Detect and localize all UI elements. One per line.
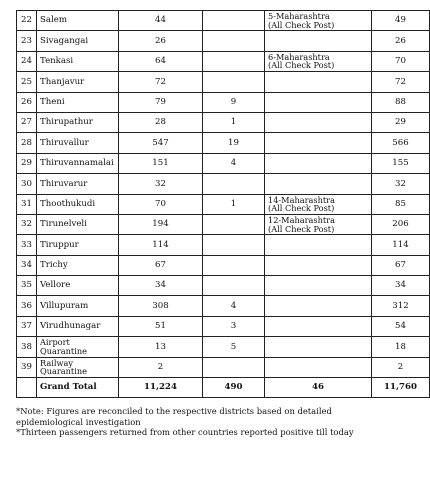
grand-total-returnees: 46: [265, 378, 372, 398]
row-sno: 31: [17, 194, 37, 214]
row-sno: 35: [17, 276, 37, 296]
row-contact-cases: 4: [203, 153, 265, 173]
row-district: Thiruvallur: [37, 133, 119, 153]
row-contact-cases: 9: [203, 92, 265, 112]
table-row: [17, 357, 430, 377]
row-district: Airport Quarantine: [37, 337, 119, 357]
row-total: 29: [372, 112, 430, 132]
grand-total-label: Grand Total: [37, 378, 119, 398]
grand-total-sno-cell: [17, 378, 37, 398]
row-returnees: [265, 92, 372, 112]
row-returnees: 14-Maharashtra (All Check Post): [265, 194, 372, 214]
row-district: Theni: [37, 92, 119, 112]
row-sno: 37: [17, 316, 37, 336]
footnotes: [16, 406, 394, 438]
row-local-cases: 114: [119, 235, 203, 255]
row-contact-cases: 5: [203, 337, 265, 357]
row-returnees: [265, 296, 372, 316]
row-total: 67: [372, 255, 430, 275]
row-local-cases: 67: [119, 255, 203, 275]
table-row: [17, 194, 430, 214]
row-district: Sivagangai: [37, 31, 119, 51]
row-local-cases: 28: [119, 112, 203, 132]
row-district: Thirupathur: [37, 112, 119, 132]
row-sno: 29: [17, 153, 37, 173]
row-local-cases: 51: [119, 316, 203, 336]
row-total: 70: [372, 51, 430, 71]
row-district: Thanjavur: [37, 72, 119, 92]
table-row: [17, 153, 430, 173]
table-row: [17, 235, 430, 255]
row-sno: 34: [17, 255, 37, 275]
row-returnees: [265, 276, 372, 296]
row-district: Tirunelveli: [37, 214, 119, 234]
row-total: 34: [372, 276, 430, 296]
row-district: Tenkasi: [37, 51, 119, 71]
row-contact-cases: 19: [203, 133, 265, 153]
table-row: [17, 11, 430, 31]
row-returnees: [265, 337, 372, 357]
row-sno: 25: [17, 72, 37, 92]
row-returnees: 6-Maharashtra (All Check Post): [265, 51, 372, 71]
table-row: [17, 31, 430, 51]
row-local-cases: 64: [119, 51, 203, 71]
row-district: Thoothukudi: [37, 194, 119, 214]
district-cases-table: [16, 10, 430, 398]
row-contact-cases: 4: [203, 296, 265, 316]
row-local-cases: 194: [119, 214, 203, 234]
footnote-reconciled: *Note: Figures are reconciled to the respective districts based on detailed epidemiological investigation: [16, 406, 332, 427]
row-sno: 27: [17, 112, 37, 132]
row-contact-cases: [203, 214, 265, 234]
table-row: [17, 276, 430, 296]
row-total: 155: [372, 153, 430, 173]
row-district: Railway Quarantine: [37, 357, 119, 377]
table-row: [17, 174, 430, 194]
row-returnees: [265, 72, 372, 92]
row-district: Vellore: [37, 276, 119, 296]
row-total: 32: [372, 174, 430, 194]
grand-total-row: [17, 378, 430, 398]
row-total: 72: [372, 72, 430, 92]
row-contact-cases: [203, 31, 265, 51]
row-total: 18: [372, 337, 430, 357]
row-returnees: [265, 235, 372, 255]
row-total: 54: [372, 316, 430, 336]
row-sno: 36: [17, 296, 37, 316]
table-row: [17, 72, 430, 92]
row-total: 2: [372, 357, 430, 377]
row-total: 49: [372, 11, 430, 31]
row-local-cases: 13: [119, 337, 203, 357]
row-total: 85: [372, 194, 430, 214]
grand-total-local: 11,224: [119, 378, 203, 398]
row-contact-cases: 3: [203, 316, 265, 336]
row-sno: 32: [17, 214, 37, 234]
row-contact-cases: [203, 235, 265, 255]
row-total: 26: [372, 31, 430, 51]
row-local-cases: 308: [119, 296, 203, 316]
district-cases-sheet: [16, 10, 417, 438]
footnote-passengers: *Thirteen passengers returned from other countries reported positive till today: [16, 427, 354, 438]
row-contact-cases: [203, 11, 265, 31]
table-row: [17, 337, 430, 357]
row-contact-cases: [203, 357, 265, 377]
row-total: 566: [372, 133, 430, 153]
row-sno: 30: [17, 174, 37, 194]
row-sno: 33: [17, 235, 37, 255]
row-district: Thiruvarur: [37, 174, 119, 194]
grand-total-contacts: 490: [203, 378, 265, 398]
table-row: [17, 92, 430, 112]
row-local-cases: 2: [119, 357, 203, 377]
grand-total-total: 11,760: [372, 378, 430, 398]
row-district: Villupuram: [37, 296, 119, 316]
row-sno: 39: [17, 357, 37, 377]
row-district: Trichy: [37, 255, 119, 275]
row-local-cases: 34: [119, 276, 203, 296]
table-row: [17, 316, 430, 336]
row-returnees: 5-Maharashtra (All Check Post): [265, 11, 372, 31]
row-contact-cases: [203, 51, 265, 71]
row-returnees: [265, 316, 372, 336]
row-sno: 38: [17, 337, 37, 357]
row-local-cases: 79: [119, 92, 203, 112]
row-contact-cases: 1: [203, 194, 265, 214]
row-returnees: 12-Maharashtra (All Check Post): [265, 214, 372, 234]
row-returnees: [265, 133, 372, 153]
row-sno: 26: [17, 92, 37, 112]
table-row: [17, 51, 430, 71]
row-total: 114: [372, 235, 430, 255]
table-row: [17, 255, 430, 275]
grand-total-section: [17, 378, 430, 398]
district-rows: [17, 11, 430, 378]
row-contact-cases: [203, 72, 265, 92]
table-row: [17, 296, 430, 316]
table-row: [17, 214, 430, 234]
row-local-cases: 26: [119, 31, 203, 51]
row-returnees: [265, 357, 372, 377]
row-total: 312: [372, 296, 430, 316]
row-returnees: [265, 255, 372, 275]
row-district: Virudhunagar: [37, 316, 119, 336]
row-district: Tiruppur: [37, 235, 119, 255]
row-total: 88: [372, 92, 430, 112]
row-contact-cases: [203, 255, 265, 275]
row-contact-cases: [203, 174, 265, 194]
row-returnees: [265, 153, 372, 173]
row-local-cases: 44: [119, 11, 203, 31]
table-row: [17, 112, 430, 132]
row-returnees: [265, 112, 372, 132]
table-row: [17, 133, 430, 153]
row-contact-cases: 1: [203, 112, 265, 132]
row-returnees: [265, 174, 372, 194]
row-returnees: [265, 31, 372, 51]
row-contact-cases: [203, 276, 265, 296]
row-sno: 24: [17, 51, 37, 71]
row-local-cases: 72: [119, 72, 203, 92]
row-sno: 28: [17, 133, 37, 153]
row-total: 206: [372, 214, 430, 234]
row-local-cases: 32: [119, 174, 203, 194]
row-local-cases: 547: [119, 133, 203, 153]
row-local-cases: 70: [119, 194, 203, 214]
row-sno: 23: [17, 31, 37, 51]
row-local-cases: 151: [119, 153, 203, 173]
row-district: Salem: [37, 11, 119, 31]
row-sno: 22: [17, 11, 37, 31]
row-district: Thiruvannamalai: [37, 153, 119, 173]
